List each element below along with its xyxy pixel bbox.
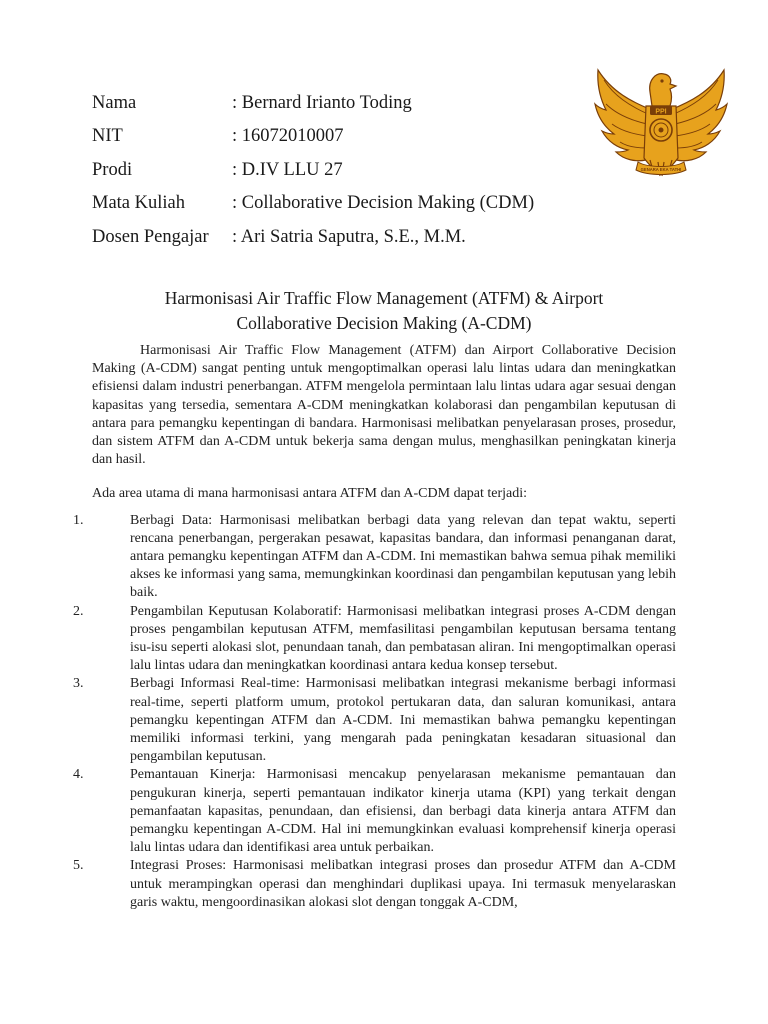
identity-row-course <box>92 187 592 221</box>
intro-paragraph: Harmonisasi Air Traffic Flow Management (ATFM) dan Airport Collaborative Decision Making (A-CDM) sangat penting untuk mengoptimalkan operasi lalu lintas udara dan meningkatkan efisiensi dalam industri penerbangan. ATFM mengelola permintaan lalu lintas udara agar sesuai dengan kapasitas yang tersedia, sementara A-CDM meningkatkan kolaborasi dan pengambilan keputusan di antara para pemangku kepentingan di bandara. Harmonisasi melibatkan penyelarasan proses, prosedur, dan sistem ATFM dan A-CDM untuk bekerja sama dengan mulus, menghasilkan peningkatan kinerja dan hasil. <box>92 343 676 468</box>
left-wing-icon <box>595 70 652 161</box>
document-title <box>92 286 676 336</box>
list-item <box>73 512 676 603</box>
list-item <box>73 603 676 676</box>
list-item-text: Pemantauan Kinerja: Harmonisasi mencakup penyelarasan mekanisme pemantauan dan pengukuran kinerja, seperti pemantauan indikator kinerja utama (KPI) yang terkait dengan pemanfaatan kapasitas, penundaan, dan efisiensi, dan berbagi data kinerja antara ATFM dan pemangku kepentingan A-CDM. Hal ini memungkinkan evaluasi komprehensif kinerja operasi lalu lintas udara dan identifikasi area untuk perbaikan. <box>130 767 676 856</box>
document-body <box>73 342 676 912</box>
identity-value: : D.IV LLU 27 <box>232 159 343 180</box>
identity-value: : Bernard Irianto Toding <box>232 92 412 113</box>
document-title-line-1: Harmonisasi Air Traffic Flow Management (ATFM) & Airport <box>164 288 604 308</box>
right-wing-icon <box>670 70 727 161</box>
identity-value: : 16072010007 <box>232 126 344 146</box>
list-item-text: Berbagi Informasi Real-time: Harmonisasi melibatkan integrasi mekanisme berbagi informasi real-time, seperti platform umum, protokol pertukaran data, dan saluran komunikasi, antara pemangku kepentingan ATFM dan A-CDM. Ini memastikan bahwa pemangku kepentingan memiliki informasi terkini, yang mengarah pada peningkatan kesadaran situasional dan pengambilan keputusan. <box>130 676 676 765</box>
list-item-text: Pengambilan Keputusan Kolaboratif: Harmonisasi melibatkan integrasi proses A-CDM dengan proses pengambilan keputusan ATFM, memfasilitasi pengambilan keputusan bersama tentang isu-isu seperti alokasi slot, penundaan tanah, dan pembatasan aliran. Ini mengoptimalkan operasi lalu lintas udara dan meningkatkan koordinasi antara kedua konsep tersebut. <box>130 603 676 674</box>
list-item <box>73 857 676 912</box>
identity-label: NIT <box>92 126 123 146</box>
identity-row-nit <box>92 120 592 154</box>
list-item-number: 4. <box>73 767 84 783</box>
identity-row-lecturer <box>92 220 592 254</box>
list-item <box>73 675 676 766</box>
identity-block <box>92 86 592 254</box>
list-item-number: 1. <box>73 512 84 528</box>
shield-emblem-icon <box>650 106 672 141</box>
logo-text-top: PPI <box>655 108 667 116</box>
identity-label: Prodi <box>92 159 133 180</box>
list-item <box>73 766 676 857</box>
identity-label: Dosen Pengajar <box>92 226 209 247</box>
list-item-text: Integrasi Proses: Harmonisasi melibatkan integrasi proses dan prosedur ATFM dan A-CDM untuk merampingkan operasi dan menghindari duplikasi upaya. Ini termasuk menyelaraskan garis waktu, mengoordinasikan alokasi slot dengan tonggak A-CDM, <box>130 858 676 910</box>
list-item-text: Berbagi Data: Harmonisasi melibatkan berbagi data yang relevan dan tepat waktu, seperti rencana penerbangan, pergerakan pesawat, kapasitas bandara, dan informasi penanganan darat, antara pemangku kepentingan ATFM dan A-CDM. Ini memastikan bahwa semua pihak memiliki akses ke informasi yang sama, memungkinkan koordinasi dan pengambilan keputusan yang lebih baik. <box>130 512 676 601</box>
identity-label: Mata Kuliah <box>92 193 185 213</box>
identity-value: : Ari Satria Saputra, S.E., M.M. <box>232 226 466 247</box>
harmonization-list <box>73 512 676 912</box>
list-item-number: 3. <box>73 676 84 692</box>
identity-row-name <box>92 86 592 120</box>
identity-label: Nama <box>92 92 137 113</box>
lead-paragraph: Ada area utama di mana harmonisasi antara ATFM dan A-CDM dapat terjadi: <box>92 486 528 502</box>
document-title-line-2: Collaborative Decision Making (A-CDM) <box>236 313 532 333</box>
logo-text-bottom: GENARA EKA TATHI <box>640 167 682 172</box>
list-item-number: 2. <box>73 603 84 619</box>
list-item-number: 5. <box>73 858 84 874</box>
identity-row-prodi <box>92 153 592 187</box>
identity-value: : Collaborative Decision Making (CDM) <box>232 193 535 213</box>
eagle-head-icon <box>650 74 676 106</box>
ppi-eagle-logo-icon <box>592 62 730 182</box>
